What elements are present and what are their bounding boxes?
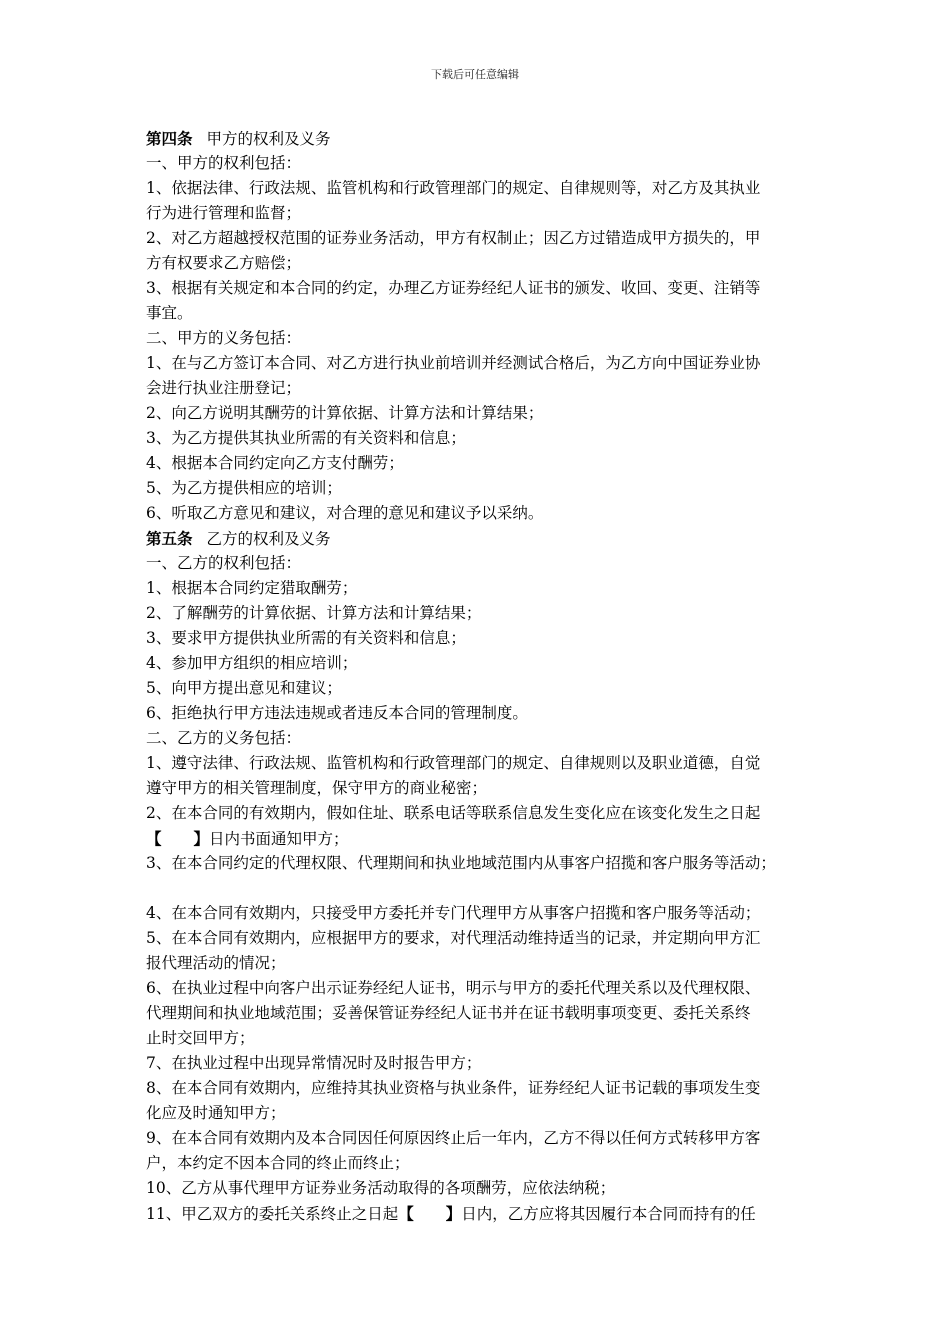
clause-line: 1、遵守法律、行政法规、监管机构和行政管理部门的规定、自律规则以及职业道德，自觉 [146, 754, 761, 772]
blank-bracket-open: 【 [398, 1204, 414, 1223]
clause-line: 代理期间和执业地域范围；妥善保管证券经纪人证书并在证书载明事项变更、委托关系终 [146, 1004, 751, 1022]
clause-text-before: 11、甲乙双方的委托关系终止之日起 [146, 1205, 399, 1223]
clause-line: 一、甲方的权利包括： [146, 154, 302, 172]
clause-line: 报代理活动的情况； [146, 954, 286, 972]
clause-text-after: 日内，乙方应将其因履行本合同而持有的任 [461, 1205, 756, 1223]
document-body [146, 126, 816, 1226]
clause-line: 5、为乙方提供相应的培训； [146, 479, 342, 497]
clause-line: 4、根据本合同约定向乙方支付酬劳； [146, 454, 404, 472]
page-header: 下载后可任意编辑 [431, 68, 519, 81]
clause-line: 2、在本合同的有效期内，假如住址、联系电话等联系信息发生变化应在该变化发生之日起 [146, 804, 761, 822]
clause-line: 1、根据本合同约定猎取酬劳； [146, 579, 358, 597]
clause-line: 户，本约定不因本合同的终止而终止； [146, 1154, 410, 1172]
clause-line: 1、在与乙方签订本合同、对乙方进行执业前培训并经测试合格后，为乙方向中国证券业协 [146, 354, 761, 372]
blank-bracket-close: 】 [445, 1204, 462, 1223]
clause-line: 遵守甲方的相关管理制度，保守甲方的商业秘密； [146, 779, 488, 797]
clause-line: 3、要求甲方提供执业所需的有关资料和信息； [146, 629, 466, 647]
clause-line: 8、在本合同有效期内，应维持其执业资格与执业条件，证券经纪人证书记载的事项发生变 [146, 1079, 761, 1097]
clause-line: 6、拒绝执行甲方违法违规或者违反本合同的管理制度。 [146, 704, 528, 722]
clause-line: 10、乙方从事代理甲方证券业务活动取得的各项酬劳，应依法纳税； [146, 1179, 616, 1197]
clause-line [146, 1201, 816, 1226]
section-number: 第五条 [146, 529, 193, 548]
section-heading [146, 126, 816, 151]
section-number: 第四条 [146, 129, 193, 148]
clause-line: 3、根据有关规定和本合同的约定，办理乙方证券经纪人证书的颁发、收回、变更、注销等 [146, 279, 761, 297]
clause-line: 止时交回甲方； [146, 1029, 255, 1047]
clause-line: 一、乙方的权利包括： [146, 554, 302, 572]
clause-line: 2、向乙方说明其酬劳的计算依据、计算方法和计算结果； [146, 404, 544, 422]
clause-line: 事宜。 [146, 304, 193, 322]
clause-line: 二、乙方的义务包括： [146, 729, 302, 747]
clause-line: 9、在本合同有效期内及本合同因任何原因终止后一年内，乙方不得以任何方式转移甲方客 [146, 1129, 761, 1147]
clause-line: 5、向甲方提出意见和建议； [146, 679, 342, 697]
clause-line: 5、在本合同有效期内，应根据甲方的要求，对代理活动维持适当的记录，并定期向甲方汇 [146, 929, 761, 947]
clause-line: 2、了解酬劳的计算依据、计算方法和计算结果； [146, 604, 482, 622]
blank-bracket-close: 】 [193, 829, 210, 848]
clause-line: 方有权要求乙方赔偿； [146, 254, 302, 272]
clause-line: 会进行执业注册登记； [146, 379, 302, 397]
clause-line: 4、在本合同有效期内，只接受甲方委托并专门代理甲方从事客户招揽和客户服务等活动； [146, 904, 761, 922]
clause-line: 二、甲方的义务包括： [146, 329, 302, 347]
blank-bracket-open: 【 [146, 829, 162, 848]
clause-line: 1、依据法律、行政法规、监管机构和行政管理部门的规定、自律规则等，对乙方及其执业 [146, 179, 761, 197]
clause-line: 7、在执业过程中出现异常情况时及时报告甲方； [146, 1054, 482, 1072]
clause-line: 化应及时通知甲方； [146, 1104, 286, 1122]
section-title: 乙方的权利及义务 [206, 530, 331, 548]
section-title: 甲方的权利及义务 [206, 130, 331, 148]
clause-line: 2、对乙方超越授权范围的证券业务活动，甲方有权制止；因乙方过错造成甲方损失的，甲 [146, 229, 761, 247]
clause-line: 4、参加甲方组织的相应培训； [146, 654, 358, 672]
clause-line: 6、听取乙方意见和建议，对合理的意见和建议予以采纳。 [146, 504, 544, 522]
clause-line [146, 826, 816, 851]
clause-line: 行为进行管理和监督； [146, 204, 302, 222]
clause-text-after: 日内书面通知甲方； [209, 830, 349, 848]
clause-line: 6、在执业过程中向客户出示证券经纪人证书，明示与甲方的委托代理关系以及代理权限、 [146, 979, 761, 997]
clause-line: 3、为乙方提供其执业所需的有关资料和信息； [146, 429, 466, 447]
clause-line: 3、在本合同约定的代理权限、代理期间和执业地域范围内从事客户招揽和客户服务等活动； [146, 854, 776, 872]
blank-line [146, 876, 816, 901]
section-heading [146, 526, 816, 551]
